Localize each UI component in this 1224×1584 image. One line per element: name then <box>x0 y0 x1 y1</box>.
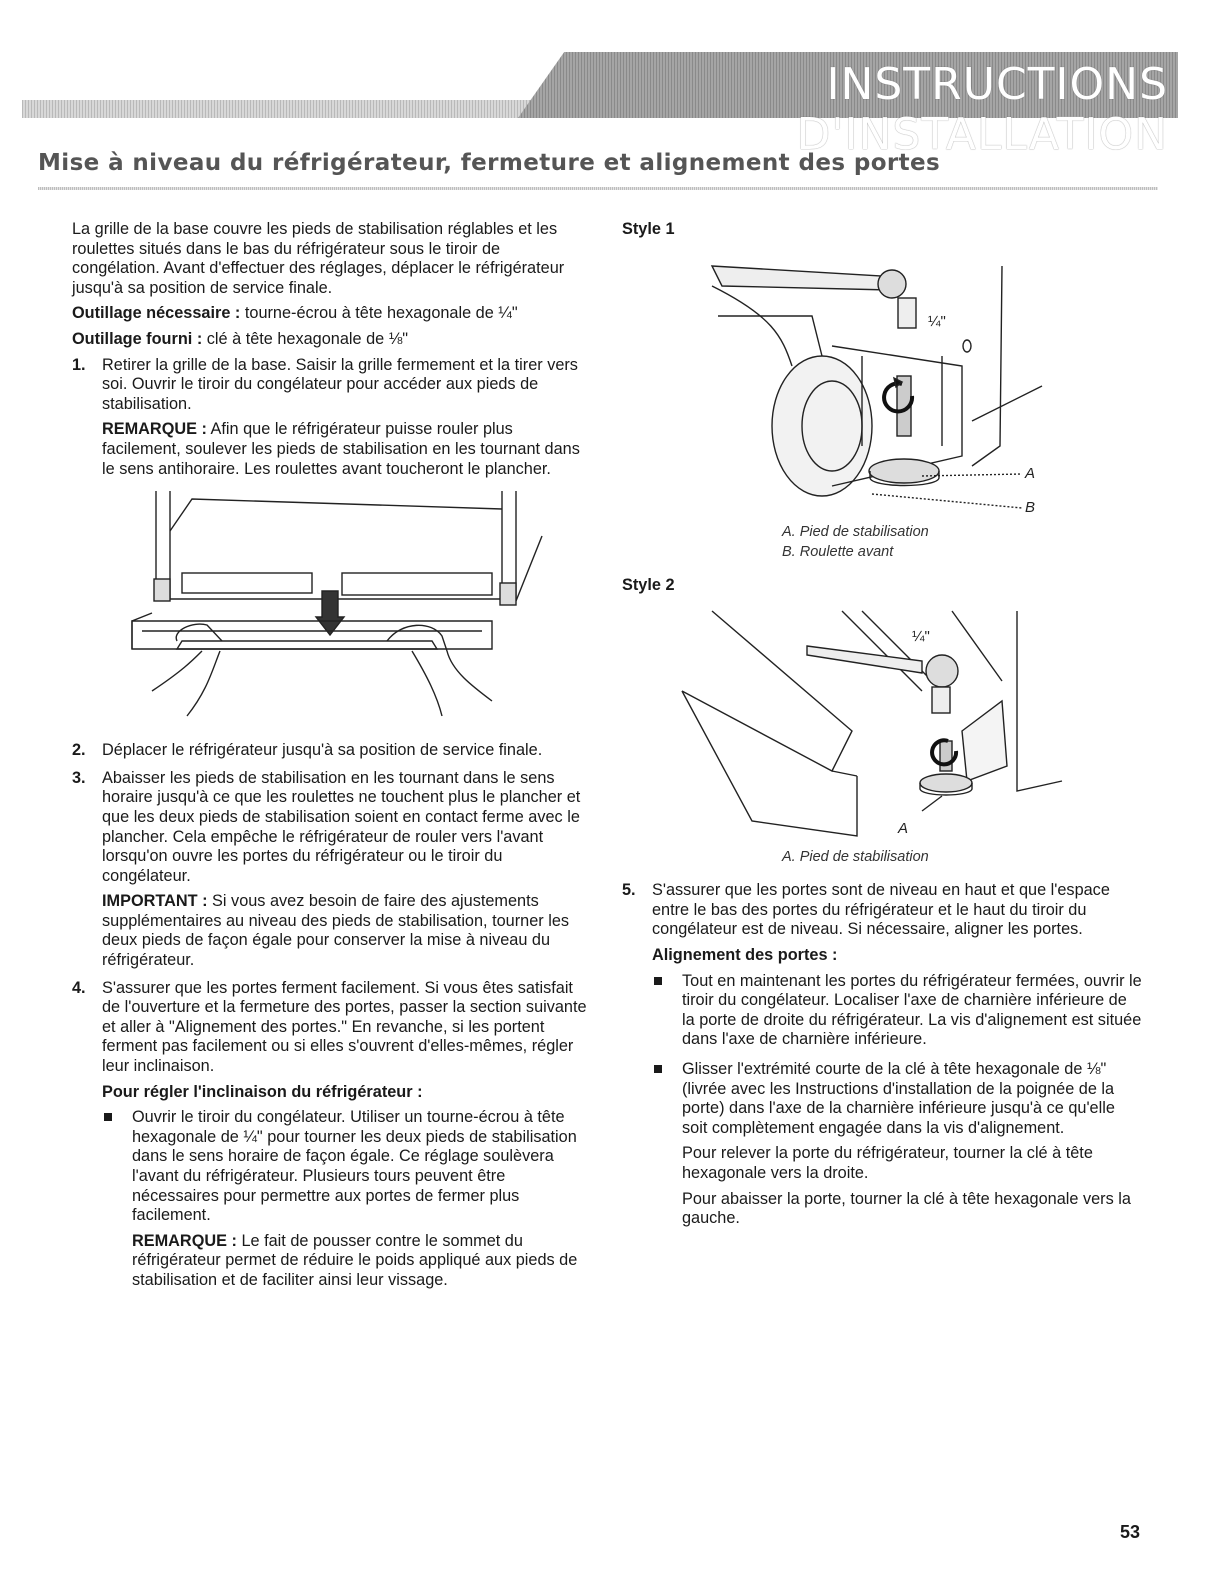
step-text: Retirer la grille de la base. Saisir la grille fermement et la tirer vers soi. Ouvrir le tiroir du congélateur pour accéder aux pieds de stabilisation. <box>102 355 578 413</box>
tools-supplied-label: Outillage fourni : <box>72 329 203 348</box>
tools-supplied <box>72 330 592 350</box>
step-note <box>102 420 592 479</box>
step-subheading: Pour régler l'inclinaison du réfrigérateur : <box>102 1082 423 1101</box>
step-number: 5. <box>622 881 636 900</box>
intro-paragraph: La grille de la base couvre les pieds de stabilisation réglables et les roulettes situés dans le bas du réfrigérateur sous le tiroir de congélation. Avant d'effectuer des réglages, déplacer le réfrigérateur jusqu'à sa position de service finale. <box>72 220 565 297</box>
bullet-marker <box>654 977 662 985</box>
step-4 <box>72 979 592 1291</box>
step-1 <box>72 356 592 480</box>
grille-removal-illustration <box>72 491 592 727</box>
step-number: 3. <box>72 768 86 787</box>
tools-supplied-text: clé à tête hexagonale de ⅛" <box>206 329 409 348</box>
bullet-item <box>102 1108 592 1290</box>
style-1-letter-b: B <box>1025 498 1036 516</box>
step-number: 1. <box>72 355 86 374</box>
header-title: INSTRUCTIONS D'INSTALLATION <box>796 59 1168 160</box>
style-2-caption-a: A. Pied de stabilisation <box>782 849 929 866</box>
note-text: Le fait de pousser contre le sommet du réfrigérateur permet de réduire le poids appliqué aux pieds de stabilisation et de faciliter ainsi leur vissage. <box>132 1231 578 1289</box>
style-2-label: Style 2 <box>622 575 675 594</box>
step-text: S'assurer que les portes ferment facilement. Si vous êtes satisfait de l'ouverture et la fermeture des portes, passer la section suivante et aller à "Alignement des portes." En revanche, si les portent ferment pas facilement ou si elles s'ouvrent d'elles-mêmes, régler leur inclinaison. <box>102 978 587 1076</box>
section-title: Mise à niveau du réfrigérateur, fermeture et alignement des portes <box>38 150 941 176</box>
important-text: Si vous avez besoin de faire des ajustements supplémentaires au niveau des pieds de stabilisation, tourner les deux pieds de façon égale pour conserver la mise à niveau du réfrigérateur. <box>102 892 570 970</box>
step-3 <box>72 769 592 971</box>
bullet-text: Tout en maintenant les portes du réfrigérateur fermées, ouvrir le tiroir du congélateur. Localiser l'axe de charnière inférieure de la porte de droite du réfrigérateur. La vis d'alignement est située dans l'axe de charnière inférieure. <box>682 971 1142 1049</box>
bullet-marker <box>104 1113 112 1121</box>
note-label: REMARQUE : <box>102 420 207 439</box>
step-number: 4. <box>72 978 86 997</box>
title-rule <box>38 187 1158 190</box>
raise-instruction: Pour relever la porte du réfrigérateur, tourner la clé à tête hexagonale vers la droite. <box>682 1144 1093 1182</box>
step-subheading: Alignement des portes : <box>652 945 838 964</box>
right-column <box>622 220 1142 1239</box>
step-number: 2. <box>72 741 86 760</box>
style-1-label: Style 1 <box>622 220 675 238</box>
step-text: Abaisser les pieds de stabilisation en les tournant dans le sens horaire jusqu'à ce que les roulettes ne touchent plus le plancher et que les deux pieds de stabilisation soient en contact ferme avec le plancher. Cela empêche le réfrigérateur de rouler vers l'avant lorsqu'on ouvre les portes du réfrigérateur ou le tiroir du congélateur. <box>102 768 581 885</box>
page-number: 53 <box>1119 1522 1140 1542</box>
bullet-note <box>132 1232 592 1291</box>
step-text: Déplacer le réfrigérateur jusqu'à sa position de service finale. <box>102 741 543 760</box>
bullet-item <box>652 972 1142 1050</box>
style-1-illustration <box>622 246 1142 562</box>
step-5 <box>622 881 1142 1229</box>
style-1-caption-a: A. Pied de stabilisation <box>782 523 929 540</box>
important-label: IMPORTANT : <box>102 892 208 911</box>
bullet-marker <box>654 1065 662 1073</box>
header-banner <box>22 52 1178 160</box>
note-label: REMARQUE : <box>132 1231 237 1250</box>
step-important <box>102 892 592 970</box>
bullet-item <box>652 1060 1142 1229</box>
style-1-dim: ¼" <box>928 312 946 330</box>
bullet-text: Ouvrir le tiroir du congélateur. Utiliser un tourne-écrou à tête hexagonale de ¼" pour tourner les deux pieds de stabilisation dans le sens horaire de façon égale. Ce réglage soulèvera l'avant du réfrigérateur. Plusieurs tours peuvent être nécessaires pour permettre aux portes de fermer plus facilement. <box>132 1108 577 1225</box>
tools-needed-text: tourne-écrou à tête hexagonale de ¼" <box>244 304 518 323</box>
bullet-text: Glisser l'extrémité courte de la clé à tête hexagonale de ⅛" (livrée avec les Instructions d'installation de la poignée de la porte) dans l'axe de la charnière inférieure jusqu'à ce qu'elle soit complètement engagée dans la vis d'alignement. <box>682 1059 1115 1137</box>
style-2-illustration <box>622 601 1142 867</box>
tools-needed <box>72 304 592 324</box>
style-1-letter-a: A <box>1025 464 1036 482</box>
style-2-dim: ¼" <box>912 628 930 646</box>
style-2-letter-a: A <box>898 820 909 838</box>
note-text: Afin que le réfrigérateur puisse rouler plus facilement, soulever les pieds de stabilisation en les tournant dans le sens antihoraire. Les roulettes avant toucheront le plancher. <box>102 420 580 478</box>
step-text: S'assurer que les portes sont de niveau en haut et que l'espace entre le bas des portes du réfrigérateur et le haut du tiroir du congélateur est de niveau. Si nécessaire, aligner les portes. <box>652 881 1110 939</box>
step-2 <box>72 741 592 761</box>
lower-instruction: Pour abaisser la porte, tourner la clé à tête hexagonale vers la gauche. <box>682 1189 1131 1228</box>
style-1-caption-b: B. Roulette avant <box>782 543 894 560</box>
tools-needed-label: Outillage nécessaire : <box>72 304 241 323</box>
left-column <box>72 220 592 1301</box>
